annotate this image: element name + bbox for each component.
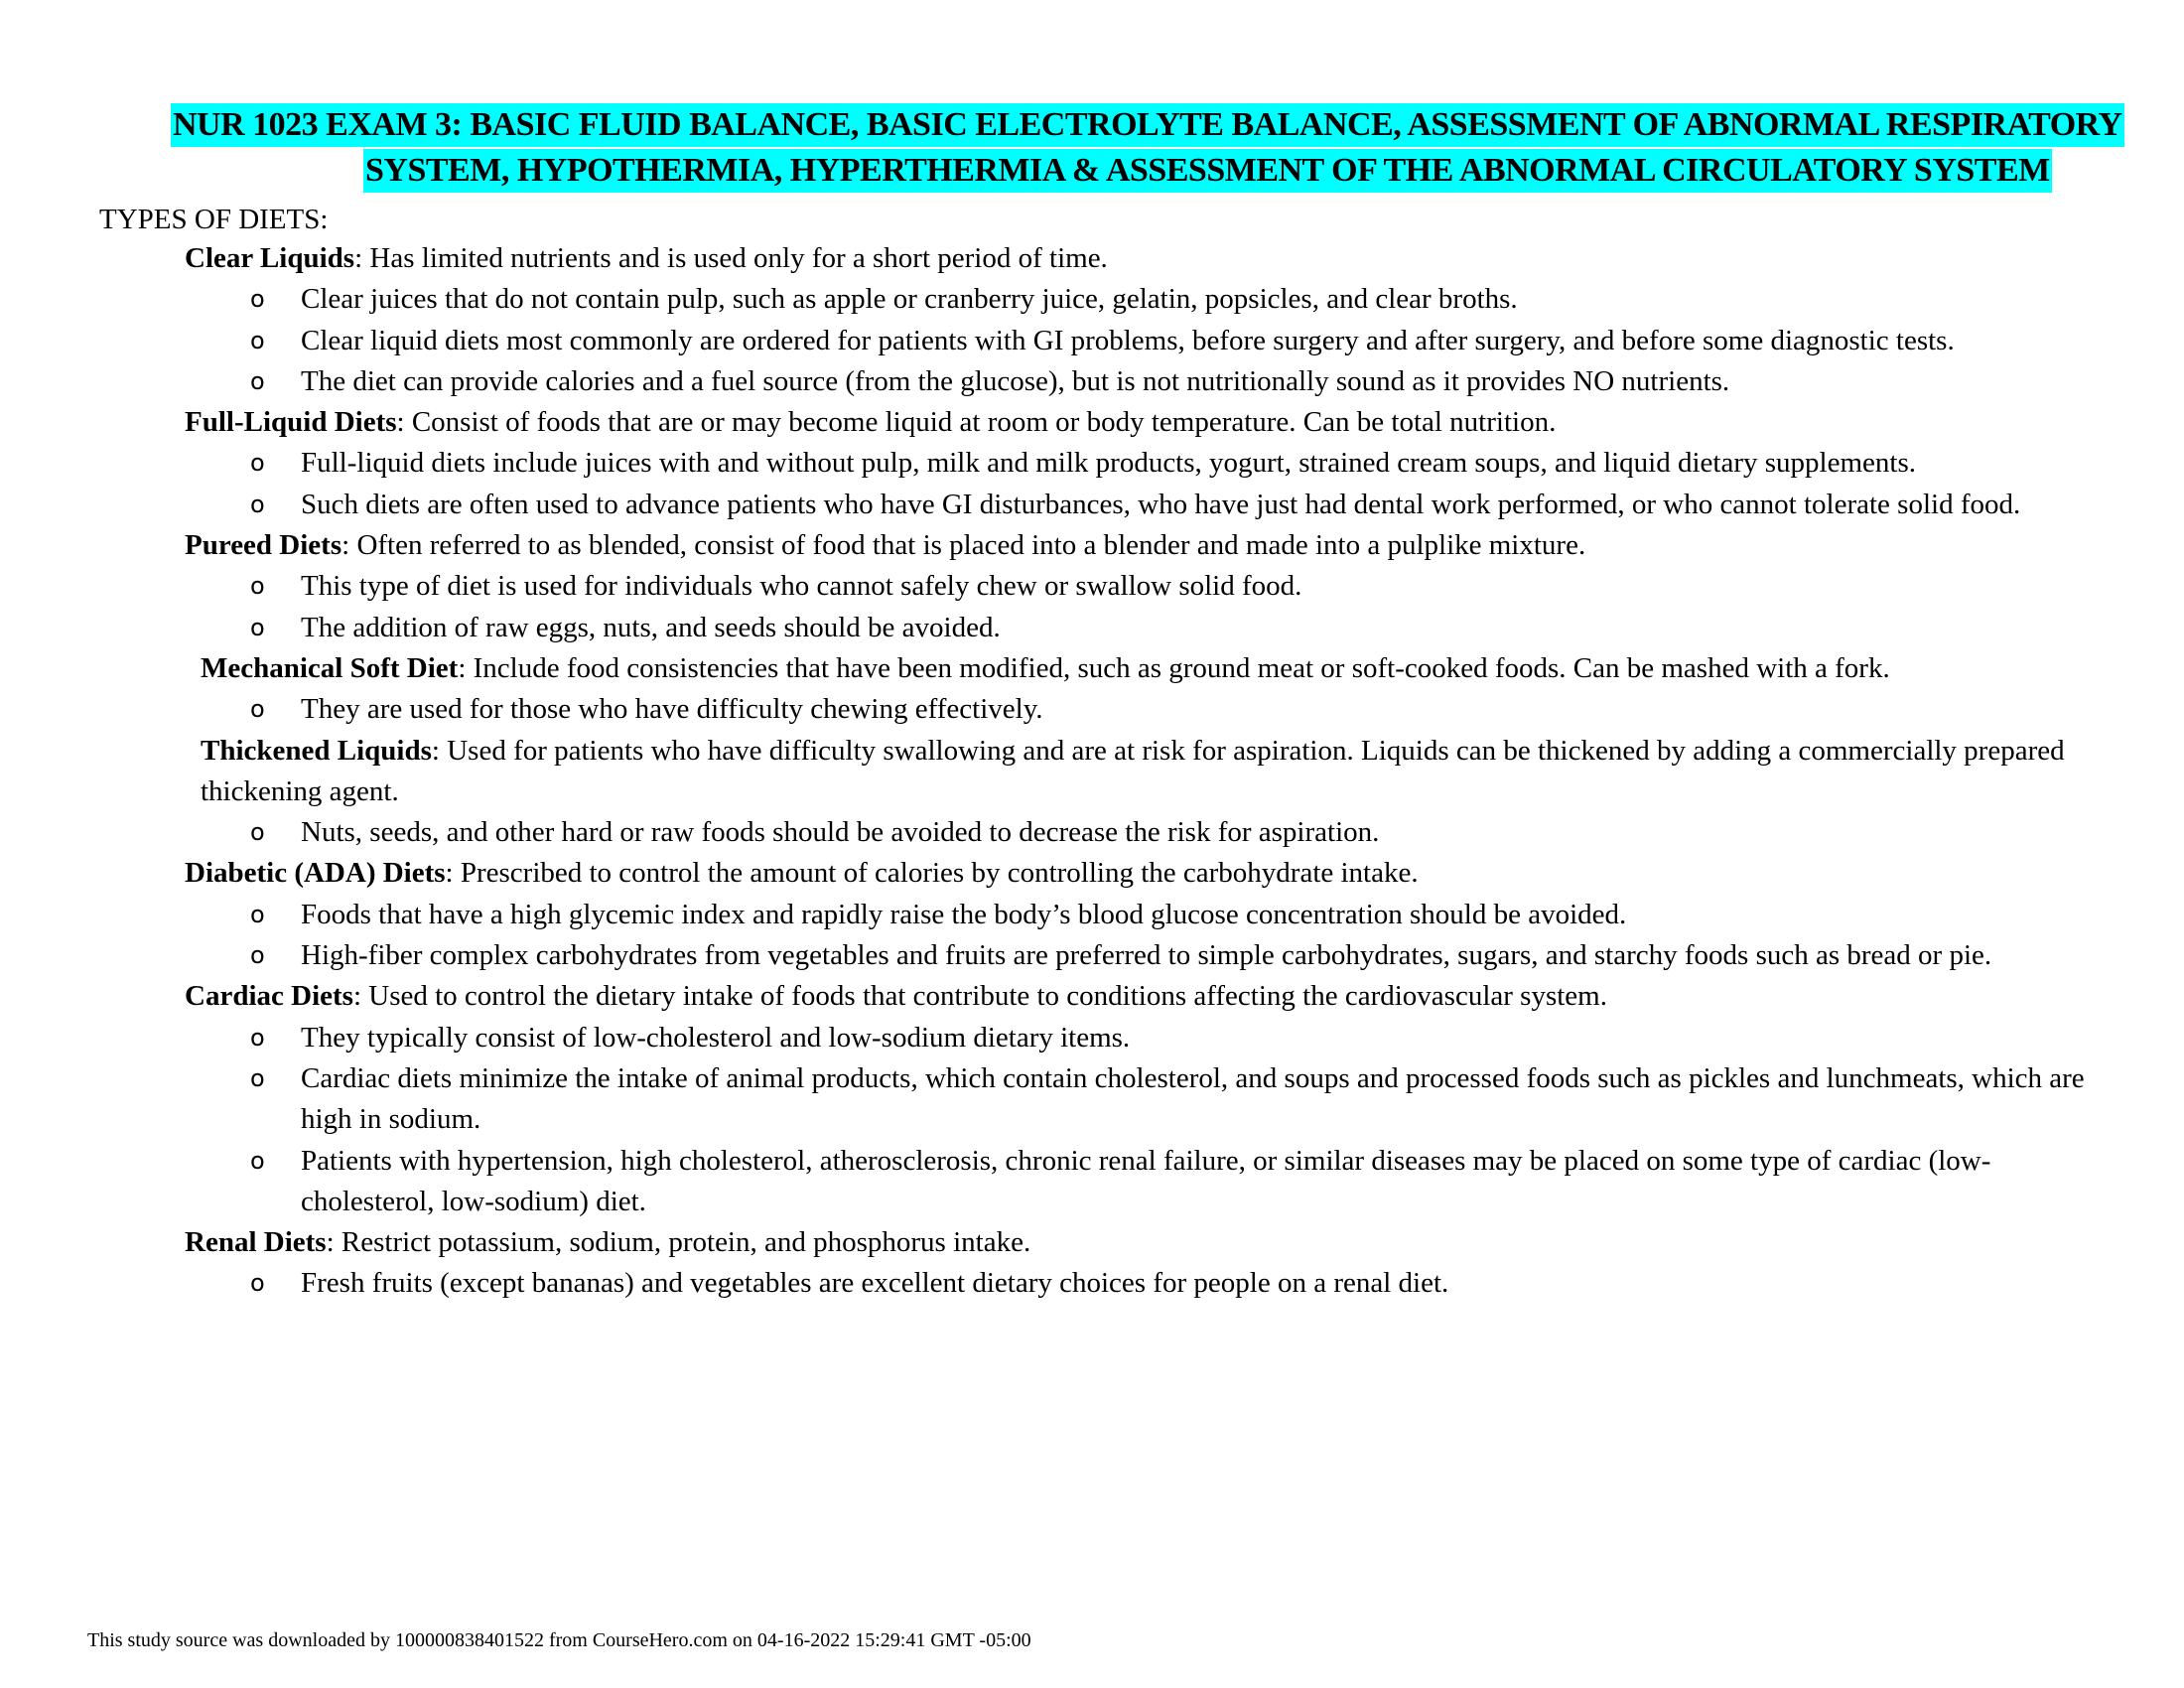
bullet-icon: o — [250, 613, 265, 641]
diet-term: Clear Liquids — [185, 242, 355, 274]
list-item — [0, 1263, 2184, 1304]
bullet-icon: o — [250, 941, 265, 970]
list-item — [0, 279, 2184, 320]
bullet-icon: o — [250, 900, 265, 928]
diet-term: Full-Liquid Diets — [185, 406, 397, 439]
list-item — [0, 1018, 2184, 1058]
diet-section — [0, 853, 2184, 976]
diet-term: Cardiac Diets — [185, 980, 353, 1013]
diet-definition — [0, 731, 2184, 813]
diet-section — [0, 402, 2184, 525]
diet-description: : Often referred to as blended, consist of food that is placed into a blender and made into a pulplike mixture. — [341, 529, 1586, 562]
bullet-icon: o — [250, 326, 265, 354]
diet-term: Pureed Diets — [185, 529, 342, 562]
list-item-text: Full-liquid diets include juices with and without pulp, milk and milk products, yogurt, strained cream soups, and liquid dietary supplements. — [301, 447, 1916, 480]
diet-section — [0, 525, 2184, 648]
list-item — [0, 566, 2184, 607]
list-item — [0, 443, 2184, 484]
list-item-text: Foods that have a high glycemic index and rapidly raise the body’s blood glucose concentration should be avoided. — [301, 898, 1627, 930]
diet-description: : Used for patients who have difficulty swallowing and are at risk for aspiration. Liquids can be thickened by adding a commercially prepared thickening agent. — [201, 734, 2065, 807]
bullet-icon: o — [250, 1063, 265, 1092]
title-line-1: NUR 1023 EXAM 3: BASIC FLUID BALANCE, BASIC ELECTROLYTE BALANCE, ASSESSMENT OF ABNORMAL RESPIRATORY — [171, 103, 2124, 147]
diet-definition — [0, 402, 2184, 443]
section-intro-heading: TYPES OF DIETS: — [99, 204, 329, 235]
diet-list — [0, 238, 2184, 1305]
list-item-text: The addition of raw eggs, nuts, and seeds should be avoided. — [301, 611, 1001, 643]
bullet-icon: o — [250, 1269, 265, 1298]
bullet-icon: o — [250, 818, 265, 847]
diet-section — [0, 976, 2184, 1222]
download-footer: This study source was downloaded by 100000838401522 from CourseHero.com on 04-16-2022 15:29:41 GMT -05:00 — [87, 1629, 1031, 1651]
diet-term: Renal Diets — [185, 1226, 327, 1259]
diet-definition — [0, 976, 2184, 1017]
bullet-icon: o — [250, 1146, 265, 1175]
diet-term: Thickened Liquids — [201, 734, 432, 767]
list-item-text: They typically consist of low-cholesterol and low-sodium dietary items. — [301, 1021, 1131, 1054]
list-item — [0, 689, 2184, 730]
list-item-text: They are used for those who have difficulty chewing effectively. — [301, 693, 1043, 726]
diet-definition — [0, 1222, 2184, 1263]
list-item-text: Clear juices that do not contain pulp, such as apple or cranberry juice, gelatin, popsicles, and clear broths. — [301, 283, 1518, 316]
title-line-2: SYSTEM, HYPOTHERMIA, HYPERTHERMIA & ASSESSMENT OF THE ABNORMAL CIRCULATORY SYSTEM — [363, 149, 2052, 193]
diet-section — [0, 238, 2184, 402]
bullet-icon: o — [250, 572, 265, 601]
diet-description: : Consist of foods that are or may become liquid at room or body temperature. Can be total nutrition. — [396, 406, 1557, 439]
diet-term: Mechanical Soft Diet — [201, 651, 459, 684]
diet-section — [0, 1222, 2184, 1305]
diet-description: : Restrict potassium, sodium, protein, and phosphorus intake. — [326, 1226, 1031, 1259]
list-item-text: This type of diet is used for individuals who cannot safely chew or swallow solid food. — [301, 570, 1302, 603]
list-item-text: Fresh fruits (except bananas) and vegetables are excellent dietary choices for people on a renal diet. — [301, 1267, 1449, 1300]
list-item-text: Patients with hypertension, high cholesterol, atherosclerosis, chronic renal failure, or similar diseases may be placed on some type of cardiac (low-cholesterol, low-sodium) diet. — [301, 1144, 1991, 1217]
diet-description: : Include food consistencies that have been modified, such as ground meat or soft-cooked foods. Can be mashed with a fork. — [458, 651, 1890, 684]
diet-description: : Used to control the dietary intake of foods that contribute to conditions affecting the cardiovascular system. — [352, 980, 1607, 1013]
diet-term: Diabetic (ADA) Diets — [185, 857, 446, 890]
diet-section — [0, 731, 2184, 854]
list-item — [0, 361, 2184, 402]
diet-definition — [0, 648, 2184, 689]
list-item — [0, 812, 2184, 853]
diet-description: : Has limited nutrients and is used only for a short period of time. — [354, 242, 1108, 274]
bullet-icon: o — [250, 490, 265, 518]
list-item-text: The diet can provide calories and a fuel source (from the glucose), but is not nutritionally sound as it provides NO nutrients. — [301, 364, 1730, 397]
list-item-text: Cardiac diets minimize the intake of animal products, which contain cholesterol, and soups and processed foods such as pickles and lunchmeats, which are high in sodium. — [301, 1061, 2085, 1136]
list-item — [0, 485, 2184, 525]
list-item — [0, 608, 2184, 648]
list-item-text: Such diets are often used to advance patients who have GI disturbances, who have just had dental work performed, or who cannot tolerate solid food. — [301, 488, 2021, 520]
list-item-text: Clear liquid diets most commonly are ordered for patients with GI problems, before surgery and after surgery, and before some diagnostic tests. — [301, 324, 1955, 356]
list-item — [0, 1058, 2184, 1141]
diet-definition — [0, 525, 2184, 566]
bullet-icon: o — [250, 366, 265, 395]
diet-section — [0, 648, 2184, 731]
list-item — [0, 935, 2184, 976]
list-item — [0, 1141, 2184, 1223]
bullet-icon: o — [250, 285, 265, 314]
bullet-icon: o — [250, 1023, 265, 1052]
diet-description: : Prescribed to control the amount of calories by controlling the carbohydrate intake. — [445, 857, 1419, 890]
diet-definition — [0, 238, 2184, 279]
list-item-text: Nuts, seeds, and other hard or raw foods should be avoided to decrease the risk for aspiration. — [301, 816, 1380, 849]
list-item — [0, 895, 2184, 935]
bullet-icon: o — [250, 695, 265, 724]
list-item — [0, 321, 2184, 361]
list-item-text: High-fiber complex carbohydrates from vegetables and fruits are preferred to simple carbohydrates, sugars, and starchy foods such as bread or pie. — [301, 939, 1992, 972]
diet-definition — [0, 853, 2184, 894]
bullet-icon: o — [250, 449, 265, 478]
